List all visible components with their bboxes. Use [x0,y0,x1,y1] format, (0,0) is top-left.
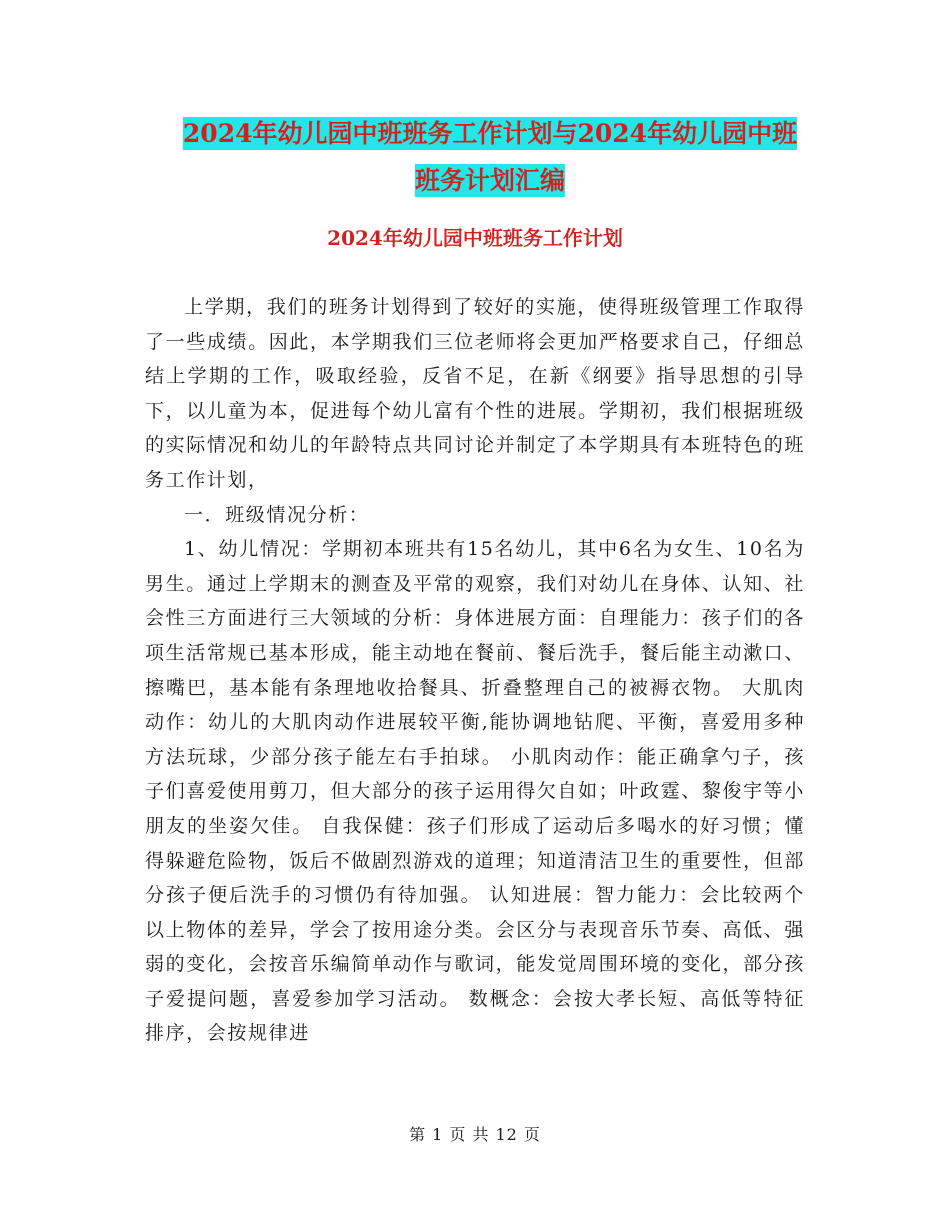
document-title-line-1: 2024年幼儿园中班班务工作计划与2024年幼儿园中班 [182,119,798,148]
footer-middle: 页 共 [449,1125,490,1144]
footer-prefix: 第 [409,1125,427,1144]
document-body [145,290,805,1051]
paragraph-intro: 上学期，我们的班务计划得到了较好的实施，使得班级管理工作取得了一些成绩。因此，本学期我们三位老师将会更加严格要求自己，仔细总结上学期的工作，吸取经验，反省不足，在新《纲要》指导思想的引导下，以儿童为本，促进每个幼儿富有个性的进展。学期初，我们根据班级的实际情况和幼儿的年龄特点共同讨论并制定了本学期具有本班特色的班务工作计划， [145,296,805,491]
paragraph-children-situation: 1、幼儿情况：学期初本班共有15名幼儿，其中6名为女生、10名为男生。通过上学期末的测查及平常的观察，我们对幼儿在身体、认知、社会性三方面进行三大领域的分析：身体进展方面：自理能力：孩子们的各项生活常规已基本形成，能主动地在餐前、餐后洗手，餐后能主动漱口、擦嘴巴，基本能有条理地收拾餐具、折叠整理自己的被褥衣物。 大肌肉动作：幼儿的大肌肉动作进展较平衡,能协调地钻爬、平衡，喜爱用多种方法玩球，少部分孩子能左右手拍球。 小肌肉动作：能正确拿勺子，孩子们喜爱使用剪刀，但大部分的孩子运用得欠自如；叶政霆、黎俊宇等小朋友的坐姿欠佳。 自我保健：孩子们形成了运动后多喝水的好习惯；懂得躲避危险物，饭后不做剧烈游戏的道理；知道清洁卫生的重要性，但部分孩子便后洗手的习惯仍有待加强。 认知进展：智力能力：会比较两个以上物体的差异，学会了按用途分类。会区分与表现音乐节奏、高低、强弱的变化，会按音乐编简单动作与歌词，能发觉周围环境的变化，部分孩子爱提问题，喜爱参加学习活动。 数概念：会按大孝长短、高低等特征排序，会按规律进 [145,538,805,1045]
document-title-line-2: 班务计划汇编 [414,166,565,195]
footer-total-pages: 12 [495,1125,518,1144]
page-footer [0,1124,950,1146]
paragraph-heading-class-analysis: 一．班级情况分析： [184,503,370,526]
section-title: 2024年幼儿园中班班务工作计划 [327,226,623,250]
footer-suffix: 页 [523,1125,541,1144]
footer-page-number: 1 [432,1125,444,1144]
document-title [150,110,830,204]
